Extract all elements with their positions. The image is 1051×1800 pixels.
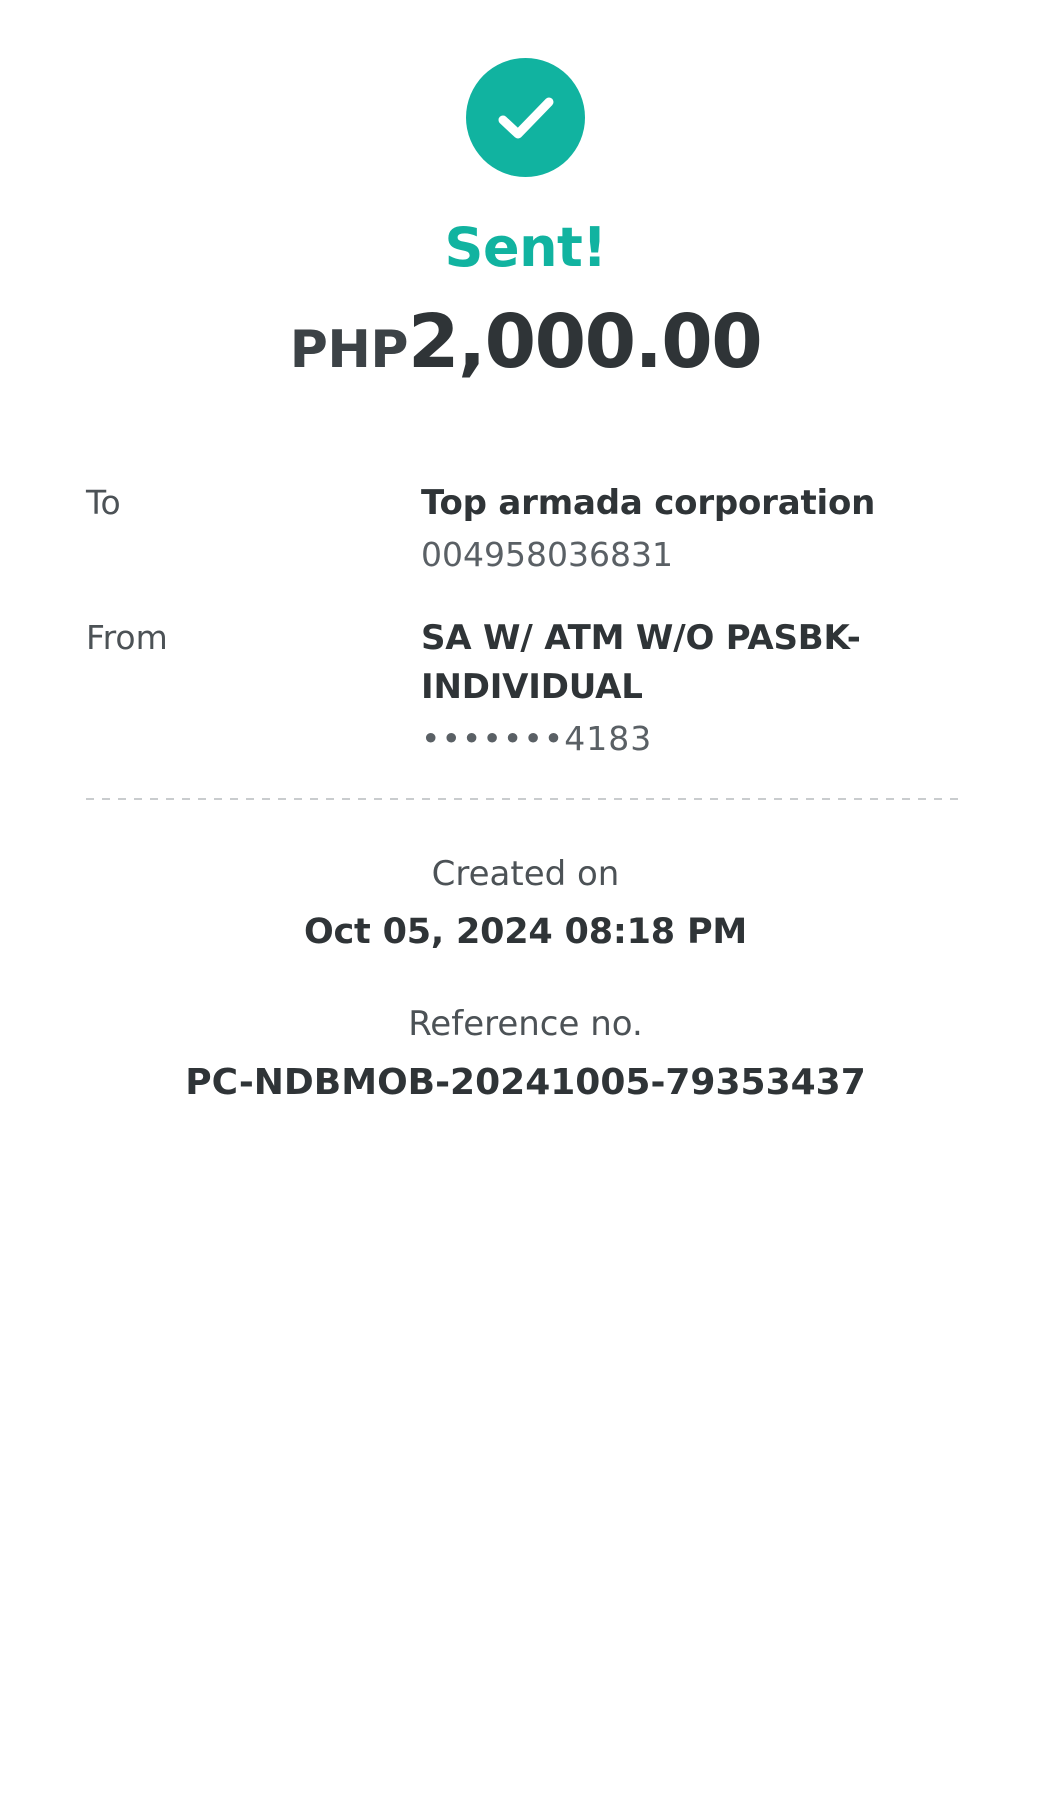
created-on-label: Created on [431, 853, 620, 894]
detail-value-to [421, 479, 965, 580]
reference-block [0, 1002, 1051, 1103]
source-account-number-masked: •••••••4183 [421, 719, 653, 759]
amount-currency: PHP [289, 320, 409, 380]
recipient-account-number: 004958036831 [421, 535, 673, 575]
amount-value: 2,000.00 [408, 299, 762, 385]
success-badge [466, 58, 585, 177]
dashed-divider [86, 798, 965, 800]
reference-label: Reference no. [408, 1004, 643, 1045]
source-account-name: SA W/ ATM W/O PASBK-INDIVIDUAL [421, 617, 861, 708]
detail-row-to [86, 479, 965, 580]
amount-row [0, 299, 1051, 385]
detail-value-from [421, 614, 965, 764]
success-badge-container [0, 0, 1051, 177]
reference-value: PC-NDBMOB-20241005-79353437 [185, 1062, 866, 1104]
created-on-value: Oct 05, 2024 08:18 PM [303, 912, 748, 953]
detail-label-from: From [86, 617, 168, 657]
recipient-name: Top armada corporation [421, 483, 876, 523]
detail-label-to: To [86, 483, 121, 522]
status-title: Sent! [444, 216, 607, 279]
detail-list [0, 479, 1051, 764]
receipt-meta [0, 852, 1051, 1103]
detail-row-from [86, 614, 965, 764]
check-icon [498, 96, 554, 140]
